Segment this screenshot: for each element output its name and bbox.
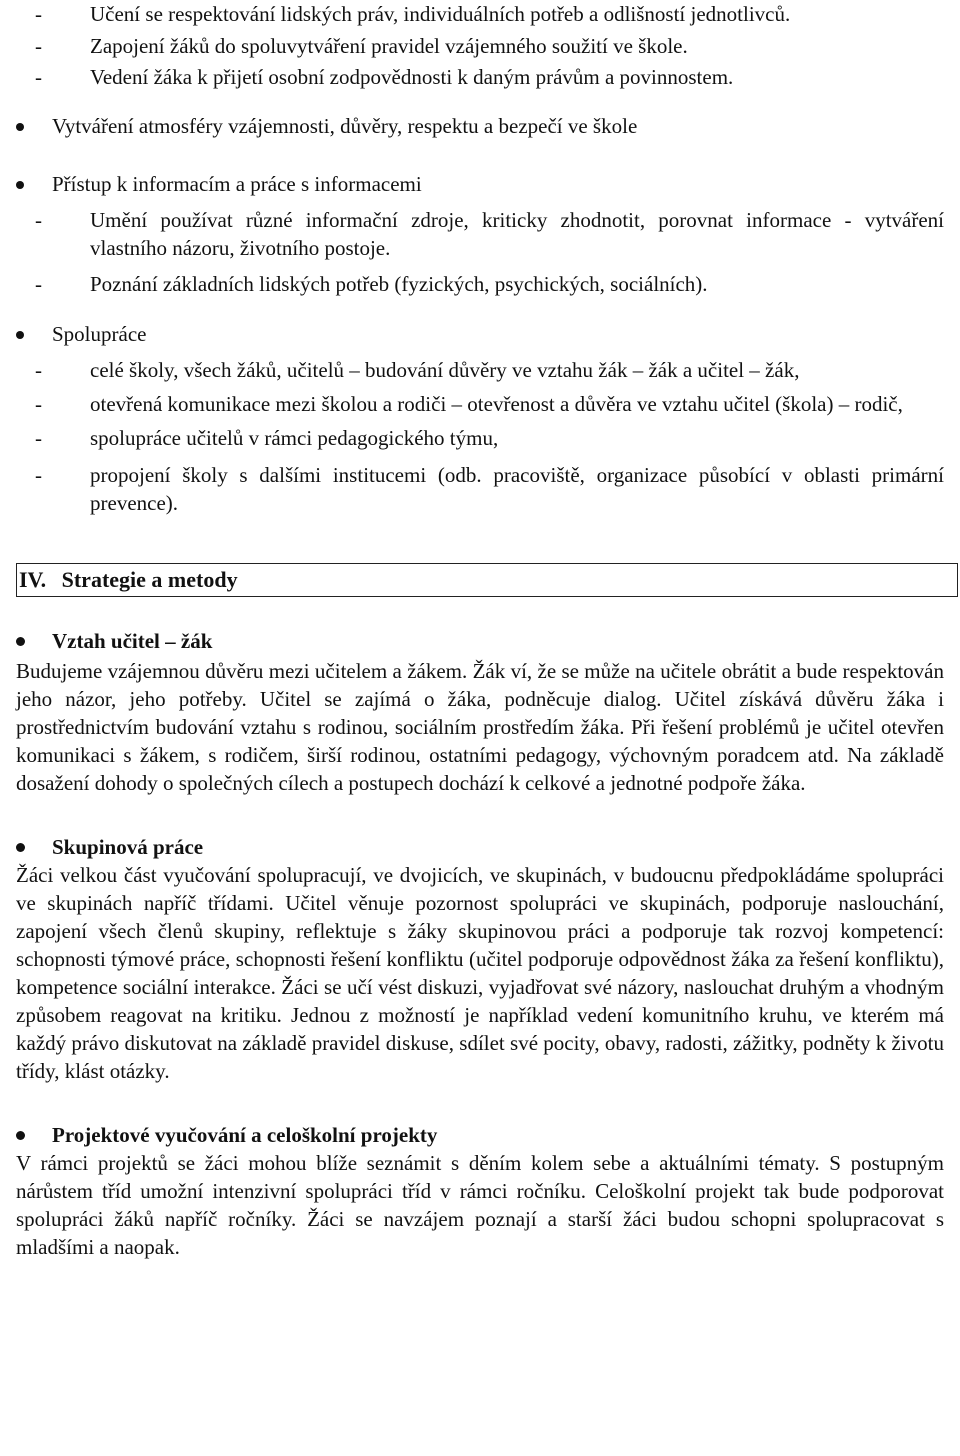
group-work-paragraph: Žáci velkou část vyučování spolupracují, ve dvojicích, ve skupinách, v budoucnu předpokládáme spolupráci ve skupinách napříč třídami. Učitel věnuje pozornost spolupráci ve skupinách, podporuje naslouchání, zapojení všech členů skupiny, reflektuje s žáky skupinovou práci a podporuje tak rozvoj kompetencí: schopnosti týmové práce, schopnosti řešení konfliktu (učitel podporuje odpovědnost žáka za řešení konfliktu), kompetence sociální interakce. Žáci se učí vést diskuzi, vyjadřovat své názory, naslouchat druhým a vhodným způsobem reagovat na kritiku. Jednou z možností je například vedení komunitního kruhu, ve kterém má každý právo diskutovat na základě pravidel diskuse, sdílet své pocity, obavy, radosti, zážitky, podněty k životu třídy, klást otázky. [16,863,944,1083]
atmosphere-heading [16,112,944,140]
teacher-pupil-paragraph: Budujeme vzájemnou důvěru mezi učitelem a žákem. Žák ví, že se může na učitele obrátit a bude respektován jeho názor, jeho potřeby. Učitel se zajímá o žáka, podněcuje dialog. Učitel získává důvěru žáka i prostřednictvím budování vztahu s rodinou, sociálním prostředím žáka. Při řešení problémů je učitel otevřen komunikaci s žákem, s rodičem, širší rodinou, ostatními pedagogy, výchovným poradcem atd. Na základě dosažení dohody o společných cílech a postupech dochází k celkové a jednotné podpoře žáka. [16,659,944,795]
cooperation-list [35,356,944,517]
list-item-text: Poznání základních lidských potřeb (fyzických, psychických, sociálních). [90,272,708,296]
list-item-text: celé školy, všech žáků, učitelů – budování důvěry ve vztahu žák – žák a učitel – žák, [90,358,800,382]
cooperation-heading-text: Spolupráce [52,322,147,346]
list-item-text: spolupráce učitelů v rámci pedagogického týmu, [90,426,499,450]
bullet-icon [16,1131,25,1140]
list-item-text: otevřená komunikace mezi školou a rodiči – otevřenost a důvěra ve vztahu učitel (škola) – rodič, [90,392,903,416]
dash-marker: - [35,208,42,232]
list-item-text: Umění používat různé informační zdroje, kriticky zhodnotit, porovnat informace - vytváření vlastního názoru, životního postoje. [90,208,944,260]
projects-heading-text: Projektové vyučování a celoškolní projekty [52,1123,438,1147]
atmosphere-heading-text: Vytváření atmosféry vzájemnosti, důvěry, respektu a bezpečí ve škole [52,114,638,138]
dash-marker: - [35,463,42,487]
list-item [35,270,944,298]
bullet-icon [16,181,24,189]
group-work-heading-text: Skupinová práce [52,835,204,859]
list-item [35,461,944,517]
bullet-icon [16,331,24,339]
list-item-text: Zapojení žáků do spoluvytváření pravidel vzájemného soužití ve škole. [90,34,688,58]
teacher-pupil-heading-text: Vztah učitel – žák [52,629,213,653]
teacher-pupil-heading [16,627,944,655]
group-work-heading [16,833,944,861]
dash-marker: - [35,358,42,382]
section-heading-box [16,563,958,597]
list-item-text: propojení školy s dalšími institucemi (odb. pracoviště, organizace působící v oblasti primární prevence). [90,463,944,515]
list-item-text: Vedení žáka k přijetí osobní zodpovědnosti k daným právům a povinnostem. [90,65,734,89]
projects-paragraph: V rámci projektů se žáci mohou blíže seznámit s děním kolem sebe a aktuálními tématy. S postupným nárůstem tříd umožní intenzivní spolupráci tříd v rámci ročníku. Celoškolní projekt tak bude podporovat spolupráci žáků napříč ročníky. Žáci se navzájem poznají a starší žáci budou schopni spolupracovat s mladšími a naopak. [16,1151,944,1259]
projects-heading [16,1121,944,1149]
list-item-text: Učení se respektování lidských práv, individuálních potřeb a odlišností jednotlivců. [90,2,791,26]
dash-marker: - [35,2,42,26]
information-heading-text: Přístup k informacím a práce s informacemi [52,172,422,196]
rights-list [35,0,944,91]
bullet-icon [16,843,25,852]
dash-marker: - [35,272,42,296]
bullet-icon [16,123,24,131]
dash-marker: - [35,34,42,58]
list-item [35,424,944,452]
section-title: Strategie a metody [61,567,238,592]
dash-marker: - [35,65,42,89]
list-item [35,32,944,60]
list-item [35,63,944,91]
section-number: IV. [19,567,47,592]
list-item [35,0,944,28]
bullet-icon [16,637,25,646]
dash-marker: - [35,392,42,416]
list-item [35,390,944,418]
information-list [35,206,944,298]
information-heading [16,170,944,198]
dash-marker: - [35,426,42,450]
list-item [35,356,944,384]
list-item [35,206,944,262]
cooperation-heading [16,320,944,348]
